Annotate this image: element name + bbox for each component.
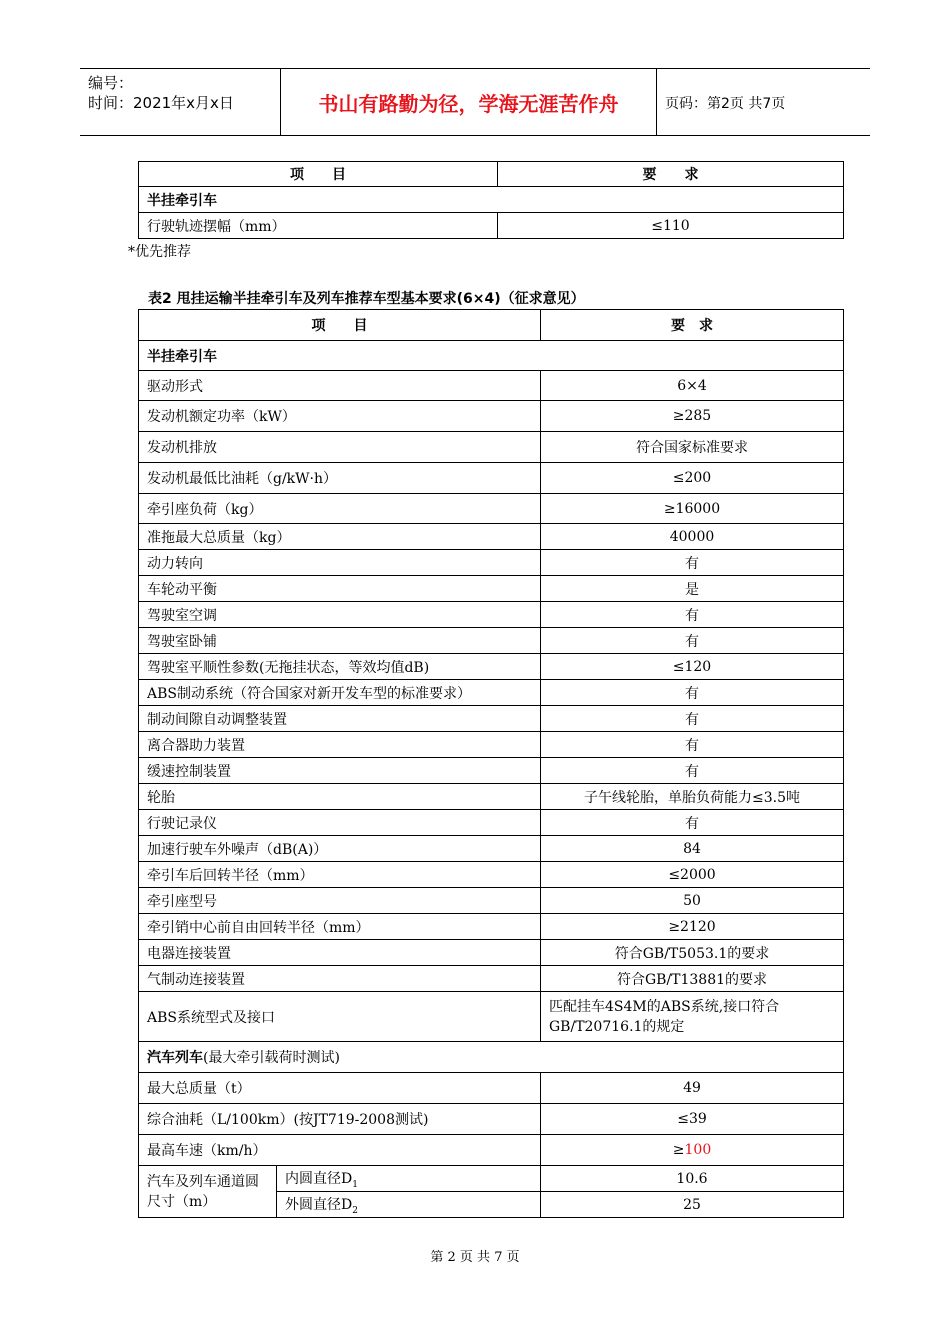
page-footer: 第 2 页 共 7 页: [430, 1250, 520, 1265]
row-value: ≤39: [541, 1104, 844, 1135]
row-value: 匹配挂车4S4M的ABS系统,接口符合GB/T20716.1的规定: [541, 992, 844, 1042]
header-page-label: 页码：第2页 共7页: [665, 96, 786, 112]
table-row: [139, 494, 844, 524]
row-value: 6×4: [541, 371, 844, 401]
table2-outer-label: [277, 1192, 541, 1218]
row-label: 驾驶室空调: [139, 602, 541, 628]
inner-label-sub: 1: [352, 1179, 358, 1190]
row-value: ≤200: [541, 463, 844, 494]
row-label: 气制动连接装置: [139, 966, 541, 992]
table2-speed-label: 最高车速（km/h）: [139, 1135, 541, 1166]
table-row: [139, 550, 844, 576]
row-label: 制动间隙自动调整装置: [139, 706, 541, 732]
table2-speed-value: [541, 1135, 844, 1166]
table-row: [139, 836, 844, 862]
row-label: ABS系统型式及接口: [139, 992, 541, 1042]
row-label: 发动机排放: [139, 432, 541, 463]
row-value: ≥285: [541, 401, 844, 432]
row-value: 有: [541, 706, 844, 732]
table2-passage-label: 汽车及列车通道圆尺寸（m）: [139, 1166, 277, 1218]
row-label: 电器连接装置: [139, 940, 541, 966]
table-row: [139, 862, 844, 888]
row-value: 符合GB/T13881的要求: [541, 966, 844, 992]
page-header: [80, 68, 870, 136]
table1-head-item: 项 目: [139, 162, 498, 187]
row-value: 是: [541, 576, 844, 602]
table-row: [139, 654, 844, 680]
table2-section-train: [139, 1042, 844, 1073]
row-value: ≥2120: [541, 914, 844, 940]
number-label: 编号：: [88, 74, 134, 92]
table-row: [139, 680, 844, 706]
row-value: 有: [541, 602, 844, 628]
table-2: [138, 309, 844, 1218]
speed-prefix: ≥: [672, 1142, 685, 1158]
row-value: ≤2000: [541, 862, 844, 888]
row-label: 轮胎: [139, 784, 541, 810]
row-value: 49: [541, 1073, 844, 1104]
row-label: 最大总质量（t）: [139, 1073, 541, 1104]
table-row: [139, 966, 844, 992]
table-row: [139, 1073, 844, 1104]
table-row: [139, 576, 844, 602]
table2-inner-value: 10.6: [541, 1166, 844, 1192]
table1-row-label: 行驶轨迹摆幅（mm）: [139, 213, 498, 239]
row-label: 车轮动平衡: [139, 576, 541, 602]
row-label: 牵引销中心前自由回转半径（mm）: [139, 914, 541, 940]
table-row: [139, 784, 844, 810]
row-value: 有: [541, 628, 844, 654]
outer-label-sub: 2: [352, 1205, 358, 1216]
table1-row-value: ≤110: [498, 213, 844, 239]
speed-number: 100: [684, 1142, 712, 1158]
row-value: 84: [541, 836, 844, 862]
table-row: [139, 1104, 844, 1135]
row-label: 离合器助力装置: [139, 732, 541, 758]
row-label: 缓速控制装置: [139, 758, 541, 784]
table-1: [138, 161, 844, 239]
footnote: *优先推荐: [128, 244, 191, 260]
header-meta: [88, 73, 234, 113]
table-row: [139, 888, 844, 914]
row-value: 有: [541, 680, 844, 706]
row-label: 行驶记录仪: [139, 810, 541, 836]
table-caption: 表2 甩挂运输半挂牵引车及列车推荐车型基本要求(6×4)（征求意见）: [148, 291, 585, 307]
row-value: 符合GB/T5053.1的要求: [541, 940, 844, 966]
row-label: 牵引座负荷（kg）: [139, 494, 541, 524]
time-label: 时间：2021年x月x日: [88, 94, 234, 112]
row-value: 有: [541, 810, 844, 836]
table-row: [139, 732, 844, 758]
table-row: [139, 463, 844, 494]
table1-head-req: 要 求: [498, 162, 844, 187]
table-row: [139, 940, 844, 966]
row-label: ABS制动系统（符合国家对新开发车型的标准要求）: [139, 680, 541, 706]
table-row: [139, 914, 844, 940]
outer-label-text: 外圆直径D: [285, 1196, 353, 1213]
table-row: [139, 371, 844, 401]
row-label: 发动机最低比油耗（g/kW·h）: [139, 463, 541, 494]
table-row: [139, 706, 844, 732]
table-row: [139, 432, 844, 463]
table2-outer-value: 25: [541, 1192, 844, 1218]
table-row: [139, 524, 844, 550]
row-label: 牵引座型号: [139, 888, 541, 914]
row-value: 有: [541, 550, 844, 576]
table-row: [139, 810, 844, 836]
row-label: 牵引车后回转半径（mm）: [139, 862, 541, 888]
row-label: 综合油耗（L/100km）(按JT719-2008测试): [139, 1104, 541, 1135]
table-row: [139, 992, 844, 1042]
table2-inner-label: [277, 1166, 541, 1192]
table-row: [139, 401, 844, 432]
row-value: 有: [541, 758, 844, 784]
row-value: 符合国家标准要求: [541, 432, 844, 463]
row-label: 准拖最大总质量（kg）: [139, 524, 541, 550]
row-value: ≤120: [541, 654, 844, 680]
header-motto: 书山有路勤为径，学海无涯苦作舟: [280, 69, 657, 135]
table2-section-tractor: 半挂牵引车: [139, 341, 844, 371]
table-row: [139, 628, 844, 654]
row-label: 驾驶室平顺性参数(无拖挂状态，等效均值dB): [139, 654, 541, 680]
row-value: 40000: [541, 524, 844, 550]
table-row: [139, 602, 844, 628]
row-label: 加速行驶车外噪声（dB(A)）: [139, 836, 541, 862]
table1-section: 半挂牵引车: [139, 187, 844, 213]
row-label: 发动机额定功率（kW）: [139, 401, 541, 432]
row-label: 动力转向: [139, 550, 541, 576]
row-label: 驾驶室卧铺: [139, 628, 541, 654]
table2-head-item: 项 目: [139, 310, 541, 341]
table-row: [139, 758, 844, 784]
row-value: ≥16000: [541, 494, 844, 524]
row-value: 子午线轮胎，单胎负荷能力≤3.5吨: [541, 784, 844, 810]
inner-label-text: 内圆直径D: [285, 1170, 353, 1187]
section-train-bold: 汽车列车: [147, 1050, 203, 1066]
row-label: 驱动形式: [139, 371, 541, 401]
section-train-note: (最大牵引载荷时测试): [203, 1050, 340, 1066]
row-value: 50: [541, 888, 844, 914]
row-value: 有: [541, 732, 844, 758]
table2-head-req: 要 求: [541, 310, 844, 341]
